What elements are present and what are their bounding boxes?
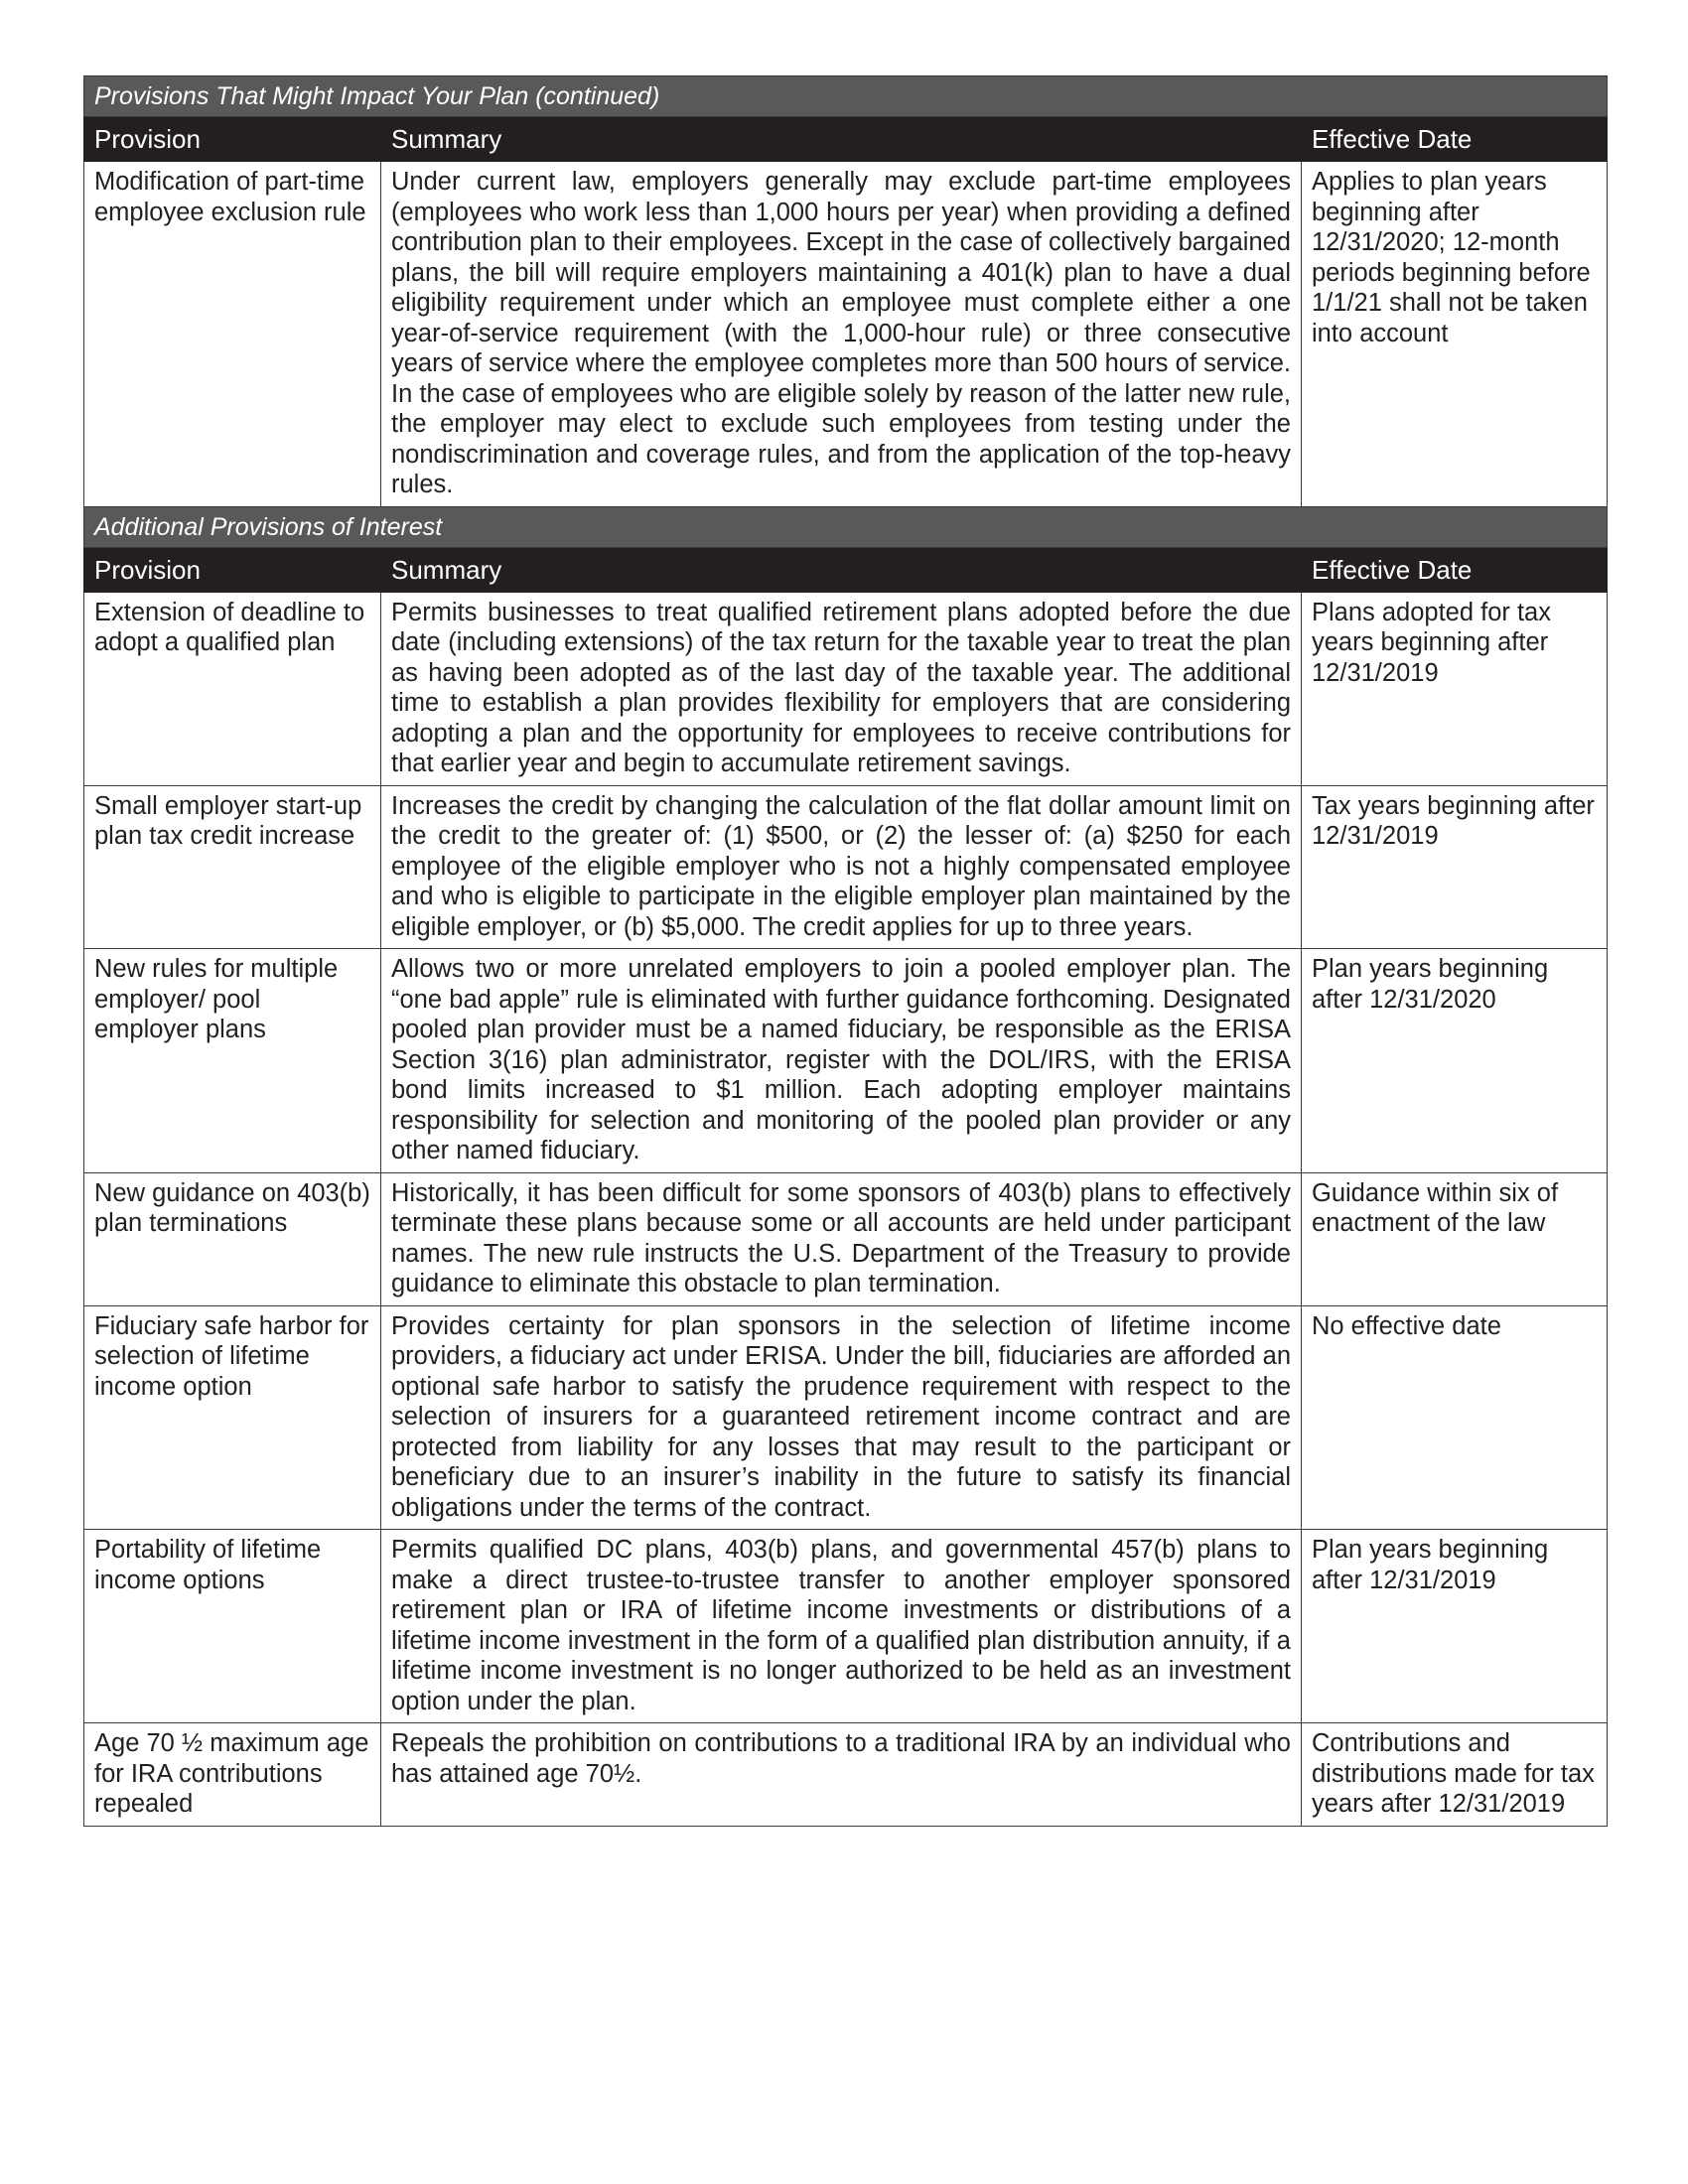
provision-cell: Portability of lifetime income options	[84, 1530, 381, 1723]
effective-date-cell: Tax years beginning after 12/31/2019	[1302, 785, 1608, 949]
effective-date-cell: Plan years beginning after 12/31/2020	[1302, 949, 1608, 1173]
table-row	[84, 162, 1608, 507]
provision-cell: New guidance on 403(b) plan terminations	[84, 1172, 381, 1305]
header-provision: Provision	[84, 547, 381, 592]
provision-cell: Extension of deadline to adopt a qualified plan	[84, 592, 381, 785]
header-summary: Summary	[381, 547, 1302, 592]
table-row	[84, 785, 1608, 949]
effective-date-cell: Guidance within six of enactment of the law	[1302, 1172, 1608, 1305]
header-provision: Provision	[84, 117, 381, 162]
header-summary: Summary	[381, 117, 1302, 162]
table-row	[84, 592, 1608, 785]
table-row	[84, 1305, 1608, 1530]
summary-cell: Under current law, employers generally may exclude part-time employees (employees who work less than 1,000 hours per year) when providing a defined contribution plan to their employees. Except in the case of collectively bargained plans, the bill will require employers maintaining a 401(k) plan to have a dual eligibility requirement under which an employee must complete either a one year-of-service requirement (with the 1,000-hour rule) or three consecutive years of service where the employee completes more than 500 hours of service. In the case of employees who are eligible solely by reason of the latter new rule, the employer may elect to exclude such employees from testing under the nondiscrimination and coverage rules, and from the application of the top-heavy rules.	[381, 162, 1302, 507]
provision-cell: Modification of part-time employee exclusion rule	[84, 162, 381, 507]
provision-cell: Small employer start-up plan tax credit increase	[84, 785, 381, 949]
summary-cell: Increases the credit by changing the calculation of the flat dollar amount limit on the credit to the greater of: (1) $500, or (2) the lesser of: (a) $250 for each employee of the eligible employer who is not a highly compensated employee and who is eligible to participate in the eligible employer plan maintained by the eligible employer, or (b) $5,000. The credit applies for up to three years.	[381, 785, 1302, 949]
provision-cell: Age 70 ½ maximum age for IRA contributions repealed	[84, 1723, 381, 1827]
summary-cell: Historically, it has been difficult for some sponsors of 403(b) plans to effectively terminate these plans because some or all accounts are held under participant names. The new rule instructs the U.S. Department of the Treasury to provide guidance to eliminate this obstacle to plan termination.	[381, 1172, 1302, 1305]
table-row	[84, 1172, 1608, 1305]
effective-date-cell: Plans adopted for tax years beginning after 12/31/2019	[1302, 592, 1608, 785]
effective-date-cell: Applies to plan years beginning after 12/31/2020; 12-month periods beginning before 1/1/21 shall not be taken into account	[1302, 162, 1608, 507]
summary-cell: Permits businesses to treat qualified retirement plans adopted before the due date (including extensions) of the tax return for the taxable year to treat the plan as having been adopted as of the last day of the taxable year. The additional time to establish a plan provides flexibility for employers that are considering adopting a plan and the opportunity for employees to receive contributions for that earlier year and begin to accumulate retirement savings.	[381, 592, 1302, 785]
summary-cell: Allows two or more unrelated employers to join a pooled employer plan. The “one bad apple” rule is eliminated with further guidance forthcoming. Designated pooled plan provider must be a named fiduciary, be responsible as the ERISA Section 3(16) plan administrator, register with the DOL/IRS, with the ERISA bond limits increased to $1 million. Each adopting employer maintains responsibility for selection and monitoring of the pooled plan provider or any other named fiduciary.	[381, 949, 1302, 1173]
section-title: Provisions That Might Impact Your Plan (continued)	[84, 76, 1608, 117]
table-row	[84, 949, 1608, 1173]
table-row	[84, 1530, 1608, 1723]
effective-date-cell: No effective date	[1302, 1305, 1608, 1530]
document-page	[83, 75, 1607, 1827]
summary-cell: Permits qualified DC plans, 403(b) plans, and governmental 457(b) plans to make a direct trustee-to-trustee transfer to another employer sponsored retirement plan or IRA of lifetime income investments or distributions of a lifetime income investment in the form of a qualified plan distribution annuity, if a lifetime income investment is no longer authorized to be held as an investment option under the plan.	[381, 1530, 1302, 1723]
column-header-row	[84, 117, 1608, 162]
provision-cell: Fiduciary safe harbor for selection of lifetime income option	[84, 1305, 381, 1530]
section-title: Additional Provisions of Interest	[84, 506, 1608, 547]
section-title-row	[84, 506, 1608, 547]
provisions-table	[83, 75, 1608, 1827]
summary-cell: Provides certainty for plan sponsors in the selection of lifetime income providers, a fiduciary act under ERISA. Under the bill, fiduciaries are afforded an optional safe harbor to satisfy the prudence requirement with respect to the selection of insurers for a guaranteed retirement income contract and are protected from liability for any losses that may result to the participant or beneficiary due to an insurer’s inability in the future to satisfy its financial obligations under the terms of the contract.	[381, 1305, 1302, 1530]
effective-date-cell: Plan years beginning after 12/31/2019	[1302, 1530, 1608, 1723]
header-effective-date: Effective Date	[1302, 547, 1608, 592]
table-row	[84, 1723, 1608, 1827]
column-header-row	[84, 547, 1608, 592]
header-effective-date: Effective Date	[1302, 117, 1608, 162]
effective-date-cell: Contributions and distributions made for tax years after 12/31/2019	[1302, 1723, 1608, 1827]
section-title-row	[84, 76, 1608, 117]
summary-cell: Repeals the prohibition on contributions to a traditional IRA by an individual who has attained age 70½.	[381, 1723, 1302, 1827]
provision-cell: New rules for multiple employer/ pool employer plans	[84, 949, 381, 1173]
